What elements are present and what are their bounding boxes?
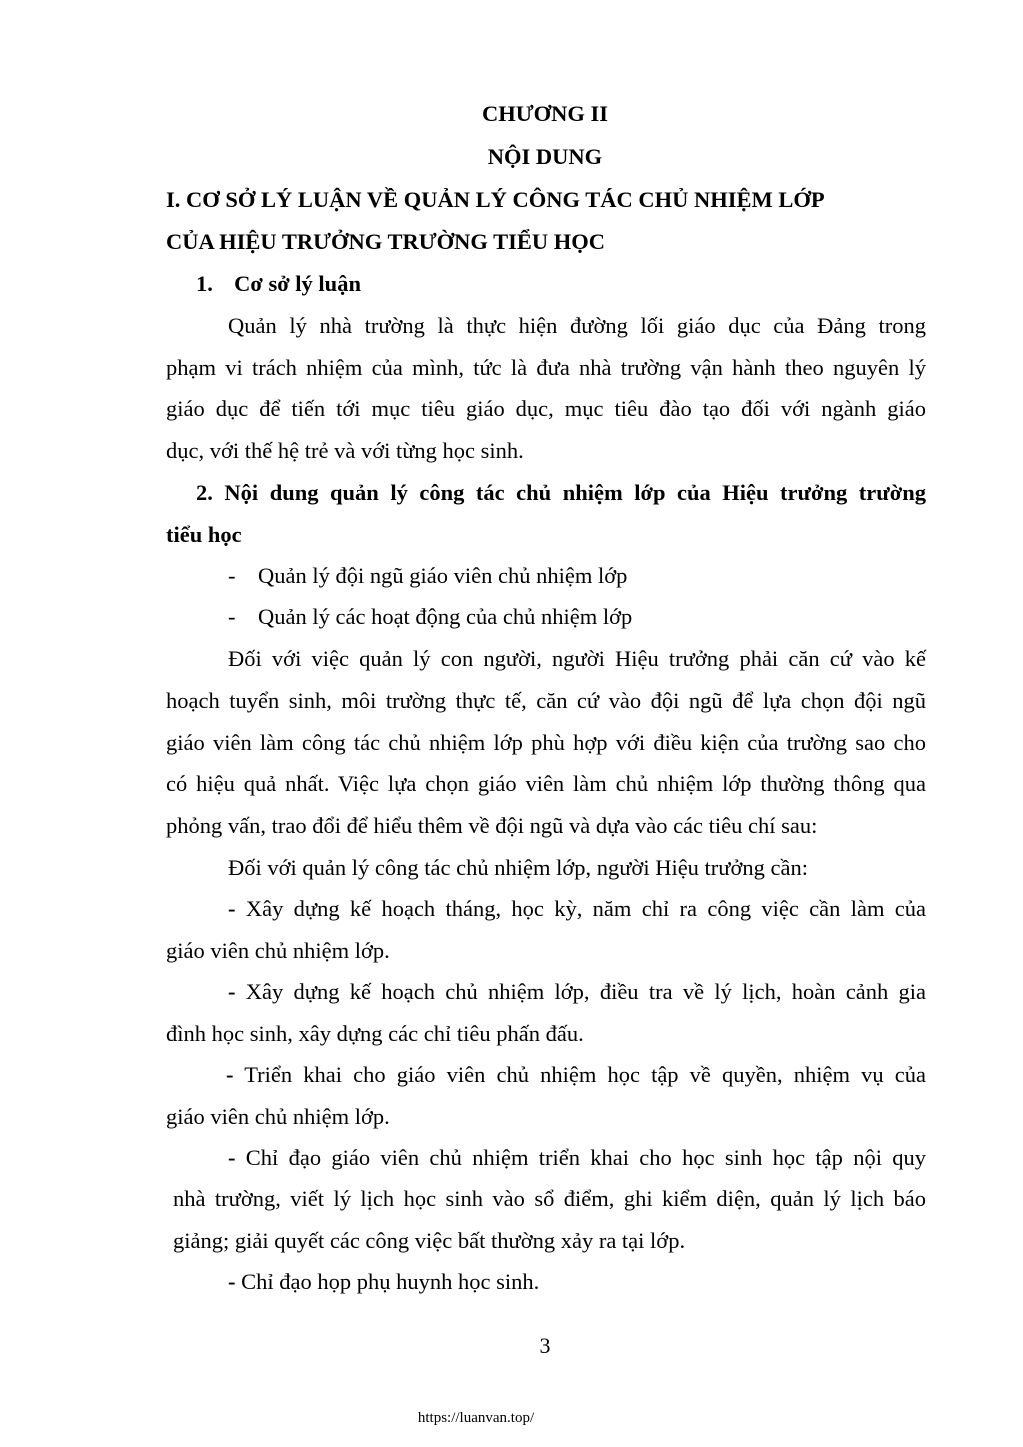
bullet-text: Quản lý đội ngũ giáo viên chủ nhiệm lớp (258, 563, 628, 588)
subheading-1-number: 1. (196, 271, 213, 296)
task-dash: - (226, 1062, 234, 1087)
task-text: Xây dựng kế hoạch tháng, học kỳ, năm chỉ ra công việc cần làm của (245, 896, 927, 921)
task-text: Xây dựng kế hoạch chủ nhiệm lớp, điều tra về lý lịch, hoàn cảnh gia (245, 979, 926, 1004)
bullet-item (228, 602, 632, 632)
heading-line-1: I. CƠ SỞ LÝ LUẬN VỀ QUẢN LÝ CÔNG TÁC CHỦ NHIỆM LỚP (166, 187, 825, 212)
para-2-line-3: giáo viên làm công tác chủ nhiệm lớp phù hợp với điều kiện của trường sao cho (166, 730, 926, 755)
task-dash: - (228, 1145, 236, 1170)
task-4-line-1 (228, 1143, 926, 1173)
para-2-line-1: Đối với việc quản lý con người, người Hiệu trưởng phải căn cứ vào kế (228, 646, 926, 671)
heading-line-2: CỦA HIỆU TRƯỞNG TRƯỜNG TIỂU HỌC (166, 229, 606, 254)
subheading-1 (196, 269, 361, 299)
task-4-line-3: giảng; giải quyết các công việc bất thường xảy ra tại lớp. (173, 1228, 686, 1253)
task-1-line-1 (228, 894, 926, 924)
para-1-line-1: Quản lý nhà trường là thực hiện đường lối giáo dục của Đảng trong (228, 313, 926, 338)
bullet-dash: - (228, 604, 236, 629)
task-text: Chỉ đạo giáo viên chủ nhiệm triển khai cho học sinh học tập nội quy (245, 1145, 927, 1170)
task-dash: - (228, 1269, 236, 1294)
bullet-text: Quản lý các hoạt động của chủ nhiệm lớp (258, 604, 633, 629)
para-1-line-2: phạm vi trách nhiệm của mình, tức là đưa nhà trường vận hành theo nguyên lý (166, 355, 926, 380)
task-1-line-2: giáo viên chủ nhiệm lớp. (166, 938, 390, 963)
page-number: 3 (539, 1333, 551, 1358)
task-dash: - (228, 979, 236, 1004)
subheading-2-line-1: 2. Nội dung quản lý công tác chủ nhiệm lớp của Hiệu trưởng trường (196, 480, 926, 505)
task-3-line-1 (226, 1060, 926, 1090)
task-3-line-2: giáo viên chủ nhiệm lớp. (166, 1104, 390, 1129)
para-1-line-3: giáo dục để tiến tới mục tiêu giáo dục, mục tiêu đào tạo đối với ngành giáo (166, 396, 926, 421)
para-3: Đối với quản lý công tác chủ nhiệm lớp, người Hiệu trưởng cần: (228, 855, 808, 880)
task-2-line-1 (228, 977, 926, 1007)
bullet-item (228, 561, 627, 591)
subheading-1-title: Cơ sở lý luận (234, 271, 361, 296)
para-2-line-2: hoạch tuyển sinh, môi trường thực tế, căn cứ vào đội ngũ để lựa chọn đội ngũ (166, 688, 926, 713)
task-text: Chỉ đạo họp phụ huynh học sinh. (241, 1269, 540, 1294)
footer-url: https://luanvan.top/ (417, 1410, 535, 1426)
task-5-line-1 (228, 1267, 539, 1297)
task-2-line-2: đình học sinh, xây dựng các chỉ tiêu phấn đấu. (166, 1021, 584, 1046)
bullet-dash: - (228, 563, 236, 588)
task-4-line-2: nhà trường, viết lý lịch học sinh vào sổ điểm, ghi kiểm diện, quản lý lịch báo (173, 1186, 926, 1211)
section-title: NỘI DUNG (487, 144, 603, 169)
para-1-line-4: dục, với thế hệ trẻ và với từng học sinh. (166, 438, 524, 463)
task-dash: - (228, 896, 236, 921)
task-text: Triển khai cho giáo viên chủ nhiệm học tập về quyền, nhiệm vụ của (244, 1062, 926, 1087)
chapter-title: CHƯƠNG II (481, 101, 609, 126)
subheading-2-line-2: tiểu học (166, 522, 242, 547)
para-2-line-5: phỏng vấn, trao đổi để hiểu thêm về đội ngũ và dựa vào các tiêu chí sau: (166, 813, 818, 838)
para-2-line-4: có hiệu quả nhất. Việc lựa chọn giáo viên làm chủ nhiệm lớp thường thông qua (166, 771, 926, 796)
